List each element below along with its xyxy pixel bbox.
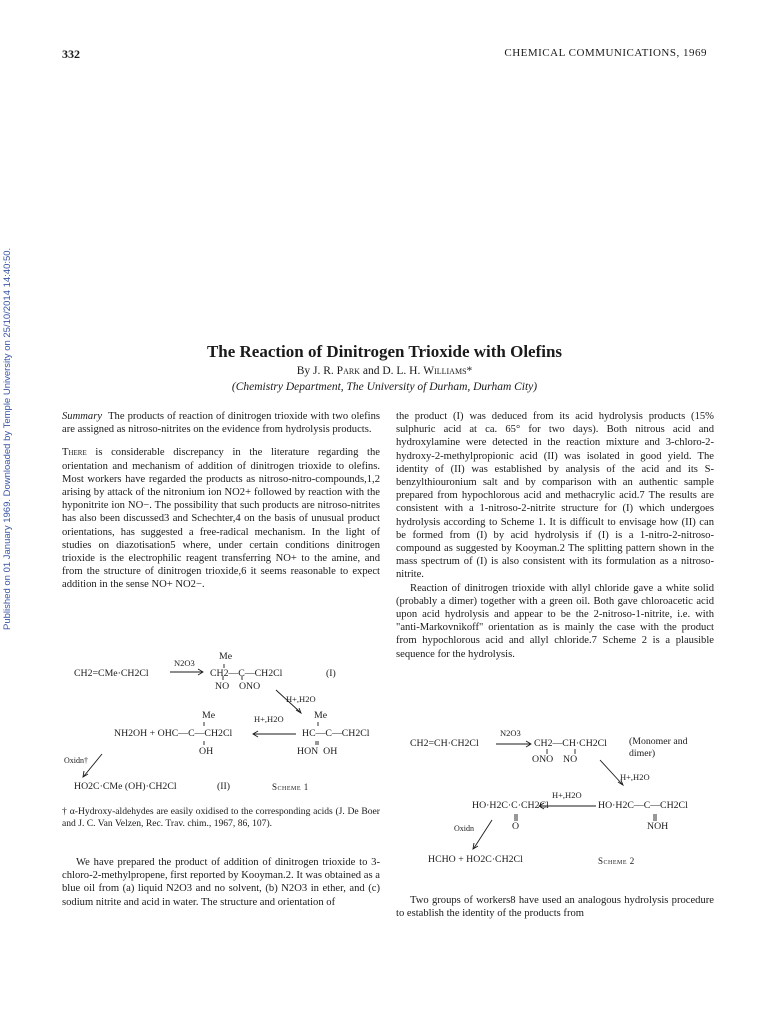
right-column: [396, 410, 714, 661]
download-watermark-text: Published on 01 January 1969. Downloaded by Temple University on 25/10/2014 14:40:50.: [2, 247, 13, 630]
scheme2-ketone: HO·H2C·C·CH2Cl: [472, 800, 549, 811]
scheme1-oxidation: Oxidn†: [64, 756, 88, 765]
affiliation: (Chemistry Department, The University of Durham, Durham City): [231, 381, 538, 393]
author-2: Williams*: [423, 365, 473, 377]
scheme1-intermediate-sub: HON OH: [297, 746, 338, 757]
authors-prefix: By J. R.: [296, 365, 337, 377]
running-head: CHEMICAL COMMUNICATIONS, 1969: [504, 47, 707, 59]
scheme1-final: HO2C·CMe (OH)·CH2Cl: [74, 781, 177, 792]
intro-lead: There: [62, 447, 87, 459]
scheme2-reagent-3: H+,H2O: [552, 790, 582, 800]
intro-text: is considerable discrepancy in the literature regarding the orientation and mechanism of addition of dinitrogen trioxide to olefins. Most workers have regarded the products as nitroso-nitro-compounds,1,2 arising by attack of the nitronium ion NO2+ followed by reaction with the hyponitrite ion NO−. The possibility that such products are nitroso-nitrites has also been discussed3 and Schechter,4 on the basis of unusual product orientations, has suggested a free-radical mechanism. In the light of studies on diazotisation5 where, under certain conditions dinitrogen trioxide is the electrophilic reagent transferring NO+ to the amine, and from the structure of dinitrogen trioxide,6 it seems reasonable to expect addition in the sense NO+ NO2−.: [62, 447, 380, 591]
scheme1-product: CH2—C—CH2Cl: [210, 668, 283, 679]
scheme1-reagent-hydrolysis: H+,H2O: [286, 694, 316, 704]
scheme2-reagent-2: H+,H2O: [620, 772, 650, 782]
scheme1-middle-left: NH2OH + OHC—C—CH2Cl: [114, 728, 233, 739]
right-column-bottom: [396, 894, 714, 920]
scheme1-product-me: Me: [219, 651, 233, 662]
left-paragraph-2: We have prepared the product of addition of dinitrogen trioxide to 3-chloro-2-methylpropene, first reported by Kooyman.2. It was obtained as a blue oil from (a) liquid N2O3 and no solvent, (b) N2O3 in ether, and (c) sodium nitrite and acid in water. The structure and orientation of: [62, 857, 380, 908]
intro-paragraph: [62, 446, 380, 591]
author-1: Park: [336, 365, 360, 377]
article-authors: [0, 365, 769, 377]
scheme1-middle-oh: OH: [199, 746, 214, 757]
scheme2-oxime-noh: NOH: [647, 821, 669, 832]
scheme2-reagent: N2O3: [500, 728, 521, 738]
scheme1-reactant: CH2=CMe·CH2Cl: [74, 668, 149, 679]
scheme-2: [396, 728, 714, 878]
footnote: † α-Hydroxy-aldehydes are easily oxidised to the corresponding acids (J. De Boer and J. C. Van Velzen, Rec. Trav. chim., 1967, 86, 107).: [62, 806, 380, 829]
scheme2-oxime: HO·H2C—C—CH2Cl: [598, 800, 688, 811]
arrow-2: [600, 760, 622, 784]
right-paragraph-2: Reaction of dinitrogen trioxide with allyl chloride gave a white solid (probably a dimer) together with a green oil. Both gave chloroacetic acid upon acid hydrolysis and appear to be the 2-nitroso-1-nitrite, i.e. with "anti-Markovnikoff" orientation as is mainly the case with the product from hypochlorous acid and allyl chloride.7 Scheme 2 is a plausible sequence for the hydrolysis.: [396, 582, 714, 660]
arrow-4: [474, 820, 492, 848]
scheme1-caption: Scheme 1: [272, 782, 309, 792]
scheme2-oxidation: Oxidn: [454, 824, 474, 833]
scheme2-ketone-o: O: [512, 821, 520, 832]
right-paragraph-3: Two groups of workers8 have used an analogous hydrolysis procedure to establish the identity of the products from: [396, 895, 714, 920]
summary-text: The products of reaction of dinitrogen trioxide with two olefins are assigned as nitroso-nitrites on the evidence from hydrolysis products.: [62, 411, 381, 436]
scheme1-intermediate: HC—C—CH2Cl: [302, 728, 370, 739]
authors-and: and D. L. H.: [359, 365, 424, 377]
scheme1-product-label: (I): [326, 668, 336, 679]
scheme-1: [62, 648, 380, 798]
scheme1-middle-me: Me: [202, 710, 216, 721]
scheme2-reactant: CH2=CH·CH2Cl: [410, 738, 479, 749]
scheme1-final-label: (II): [217, 781, 231, 792]
download-watermark: [0, 0, 18, 1033]
scheme2-note: (Monomer and dimer): [629, 736, 688, 759]
scheme2-product-sub: ONO NO: [532, 754, 578, 765]
page-number: 332: [62, 47, 80, 61]
scheme2-final: HCHO + HO2C·CH2Cl: [428, 854, 523, 865]
scheme2-caption: Scheme 2: [598, 856, 635, 866]
scheme2-product: CH2—CH·CH2Cl: [534, 738, 607, 749]
summary-label: Summary: [62, 411, 103, 422]
summary-paragraph: [62, 410, 380, 436]
left-column: [62, 410, 380, 592]
scheme1-product-sub: NO ONO: [215, 681, 261, 692]
left-column-bottom: [62, 856, 380, 909]
right-paragraph-1: the product (I) was deduced from its acid hydrolysis products (15% sulphuric acid at ca. 65° for two days). Both nitrous acid and hydroxylamine were detected in the reaction mixture and 3-chloro-2-hydroxy-2-methylpropionic acid (II) was isolated in good yield. The identity of (II) was established by analysis of the acid and its S-benzylthiouronium salt and by comparison with an authentic sample prepared from hypochlorous acid and methacrylic acid.7 The results are consistent with a 1-nitroso-2-nitrite structure for (I) which undergoes hydrolysis according to Scheme 1. It is difficult to envisage how (II) can be formed from (I) by acid hydrolysis if (I) is a 1-nitro-2-nitroso-compound as suggested by Kooyman.2 The splitting pattern shown in the mass spectrum of (I) is also consistent with its formulation as a nitroso-nitrite.: [396, 411, 714, 581]
scheme1-reagent: N2O3: [174, 658, 195, 668]
article-title: The Reaction of Dinitrogen Trioxide with Olefins: [206, 342, 563, 361]
scheme1-reagent-2: H+,H2O: [254, 714, 284, 724]
scheme1-intermediate-me: Me: [314, 710, 328, 721]
